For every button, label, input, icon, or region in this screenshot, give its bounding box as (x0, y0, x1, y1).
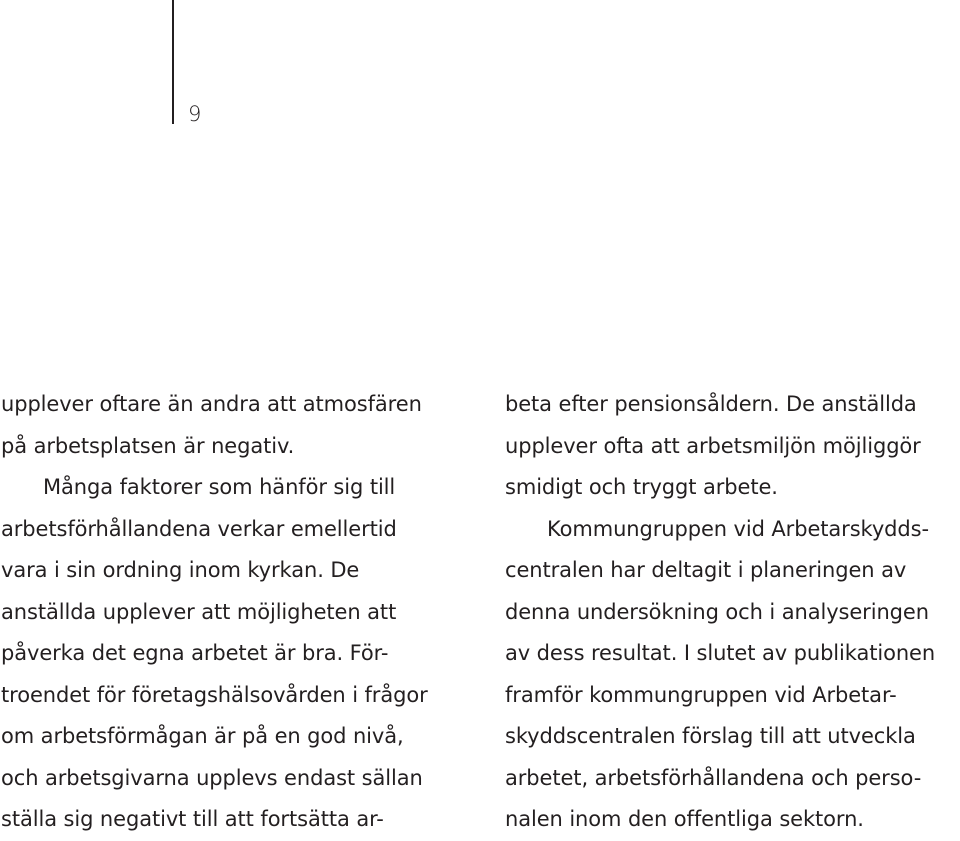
text-line: på arbetsplatsen är negativ. (1, 433, 295, 458)
text-line: vara i sin ordning inom kyrkan. De (1, 558, 360, 582)
text-column-right (505, 384, 960, 841)
text-line: beta efter pensionsåldern. De anställda (505, 392, 917, 416)
text-line: anställda upplever att möjligheten att (1, 599, 397, 624)
text-line: upplever ofta att arbetsmiljön möjliggör (505, 433, 921, 458)
text-column-left (1, 384, 456, 841)
text-line: framför kommungruppen vid Arbetar- (505, 682, 897, 707)
text-line: påverka det egna arbetet är bra. För- (1, 641, 389, 665)
text-line: arbetet, arbetsförhållandena och perso- (505, 765, 922, 790)
text-line: skyddscentralen förslag till att utveckla (505, 724, 916, 748)
text-line: smidigt och tryggt arbete. (505, 475, 778, 499)
text-line: Kommungruppen vid Arbetarskydds- (547, 516, 929, 541)
text-line: troendet för företagshälsovården i frågor (1, 682, 428, 707)
text-line: av dess resultat. I slutet av publikationen (505, 641, 936, 665)
page-number: 9 (188, 102, 202, 126)
text-line: centralen har deltagit i planeringen av (505, 558, 907, 582)
text-line: ställa sig negativt till att fortsätta ar- (1, 807, 384, 831)
text-line: om arbetsförmågan är på en god nivå, (1, 724, 404, 748)
header-vertical-rule (172, 0, 174, 124)
text-line: denna undersökning och i analyseringen (505, 599, 929, 624)
text-line: Många faktorer som hänför sig till (43, 475, 396, 499)
text-line: och arbetsgivarna upplevs endast sällan (1, 765, 423, 790)
text-line: upplever oftare än andra att atmosfären (1, 392, 422, 416)
text-line: nalen inom den offentliga sektorn. (505, 807, 864, 831)
text-line: arbetsförhållandena verkar emellertid (1, 516, 397, 541)
